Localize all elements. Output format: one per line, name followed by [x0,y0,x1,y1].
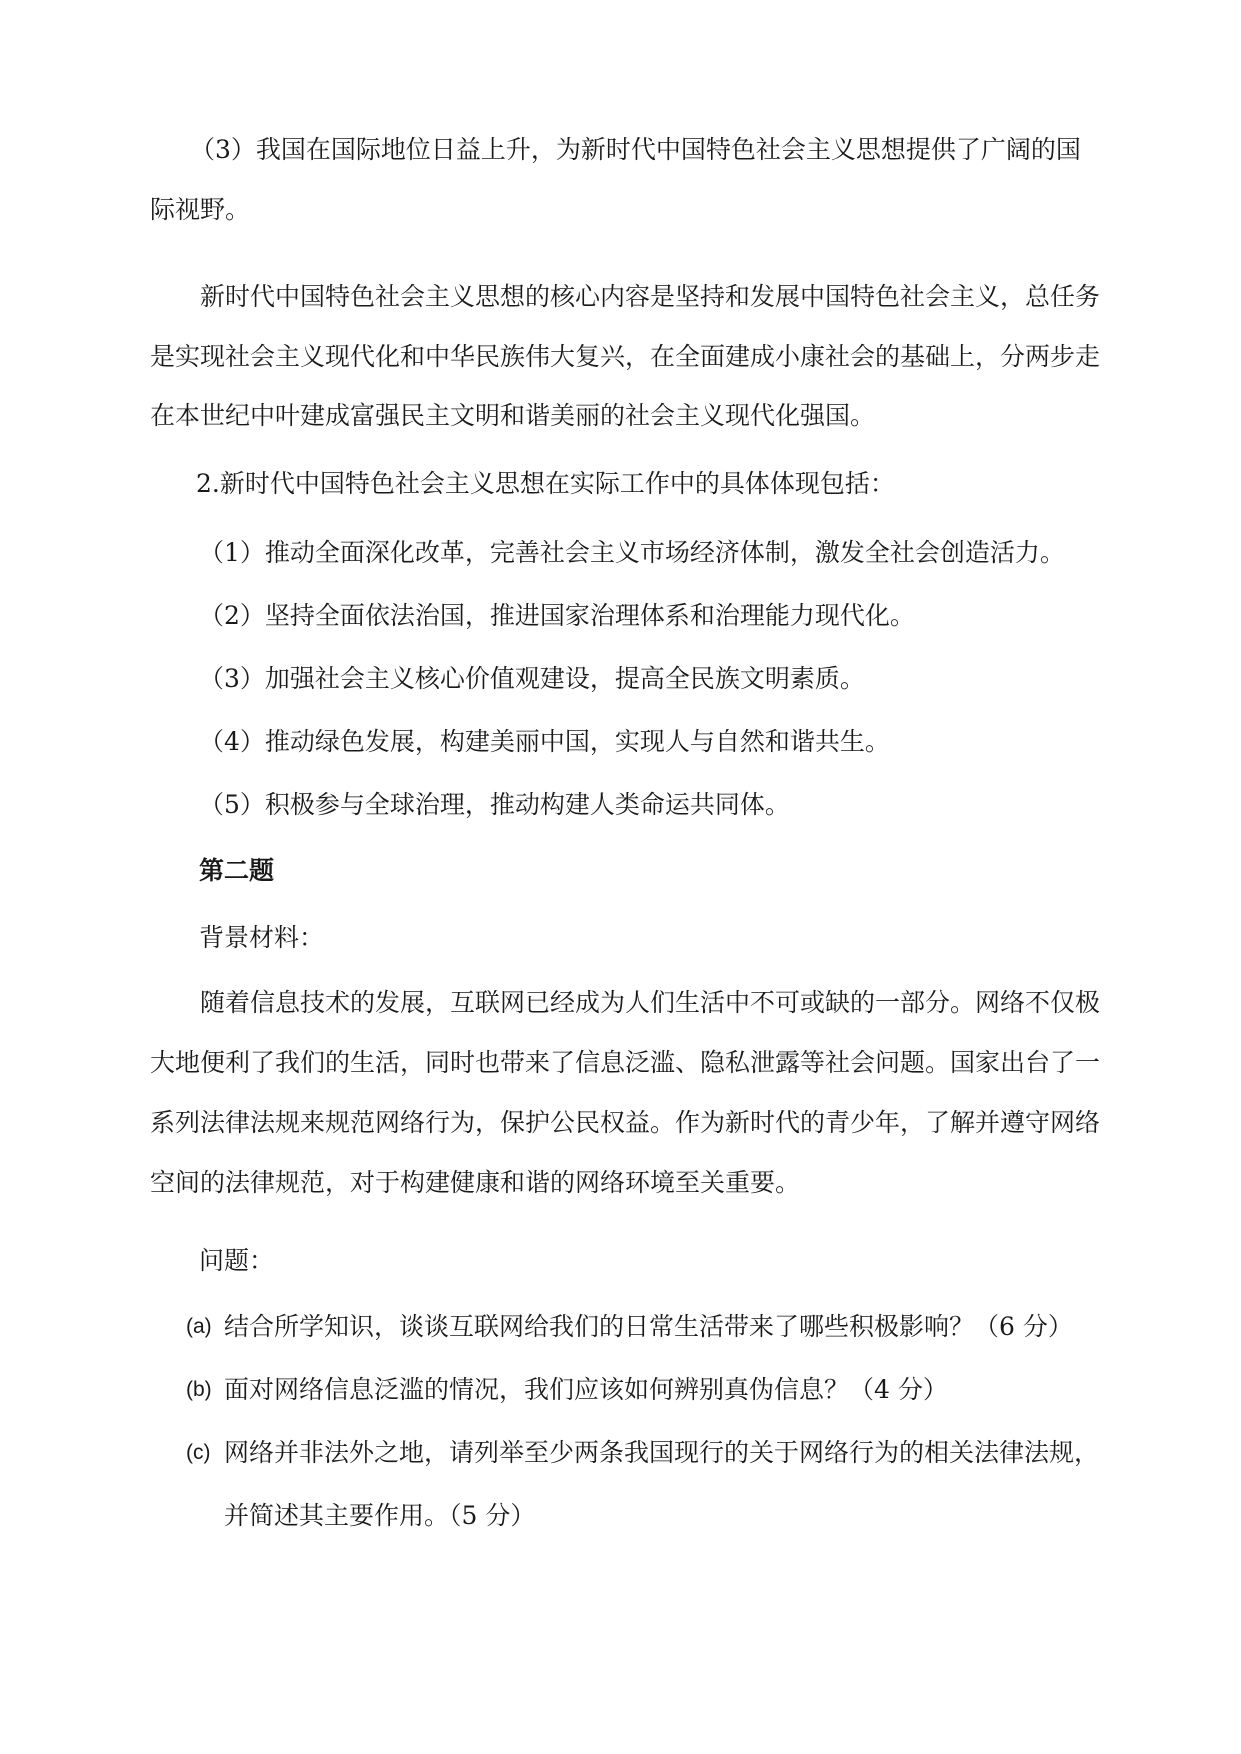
list-item: （5）积极参与全球治理，推动构建人类命运共同体。 [199,790,790,819]
question-c-marker: (c) [186,1441,211,1464]
core-content-line-1: 新时代中国特色社会主义思想的核心内容是坚持和发展中国特色社会主义，总任务 [200,282,1101,311]
question-a-text: 结合所学知识，谈谈互联网给我们的日常生活带来了哪些积极影响？（6 分） [224,1312,1073,1341]
question-c-text: 网络并非法外之地，请列举至少两条我国现行的关于网络行为的相关法律法规， [224,1438,1100,1467]
list-item: （1）推动全面深化改革，完善社会主义市场经济体制，激发全社会创造活力。 [199,538,1065,567]
background-line-1: 随着信息技术的发展，互联网已经成为人们生活中不可或缺的一部分。网络不仅极 [200,988,1101,1017]
question-b-text: 面对网络信息泛滥的情况，我们应该如何辨别真伪信息？（4 分） [224,1375,948,1404]
question-c-continuation: 并简述其主要作用。（5 分） [224,1501,536,1530]
background-line-4: 空间的法律规范，对于构建健康和谐的网络环境至关重要。 [150,1168,801,1197]
background-line-3: 系列法律法规来规范网络行为，保护公民权益。作为新时代的青少年，了解并遵守网络 [150,1108,1101,1137]
question-a-marker: (a) [186,1315,212,1338]
point-3-line-1: （3）我国在国际地位日益上升，为新时代中国特色社会主义思想提供了广阔的国 [190,135,1081,164]
section-heading: 第二题 [199,856,275,885]
point-3-line-2: 际视野。 [150,195,251,224]
list-item: （2）坚持全面依法治国，推进国家治理体系和治理能力现代化。 [199,601,915,630]
item-2-intro: 2.新时代中国特色社会主义思想在实际工作中的具体体现包括： [196,469,895,498]
question-b-marker: (b) [186,1378,212,1401]
question-label: 问题： [199,1246,275,1275]
list-item: （3）加强社会主义核心价值观建设，提高全民族文明素质。 [199,664,865,693]
core-content-line-3: 在本世纪中叶建成富强民主文明和谐美丽的社会主义现代化强国。 [150,401,876,430]
background-label: 背景材料： [199,923,325,952]
core-content-line-2: 是实现社会主义现代化和中华民族伟大复兴，在全面建成小康社会的基础上，分两步走 [150,342,1101,371]
background-line-2: 大地便利了我们的生活，同时也带来了信息泛滥、隐私泄露等社会问题。国家出台了一 [150,1048,1101,1077]
list-item: （4）推动绿色发展，构建美丽中国，实现人与自然和谐共生。 [199,727,890,756]
